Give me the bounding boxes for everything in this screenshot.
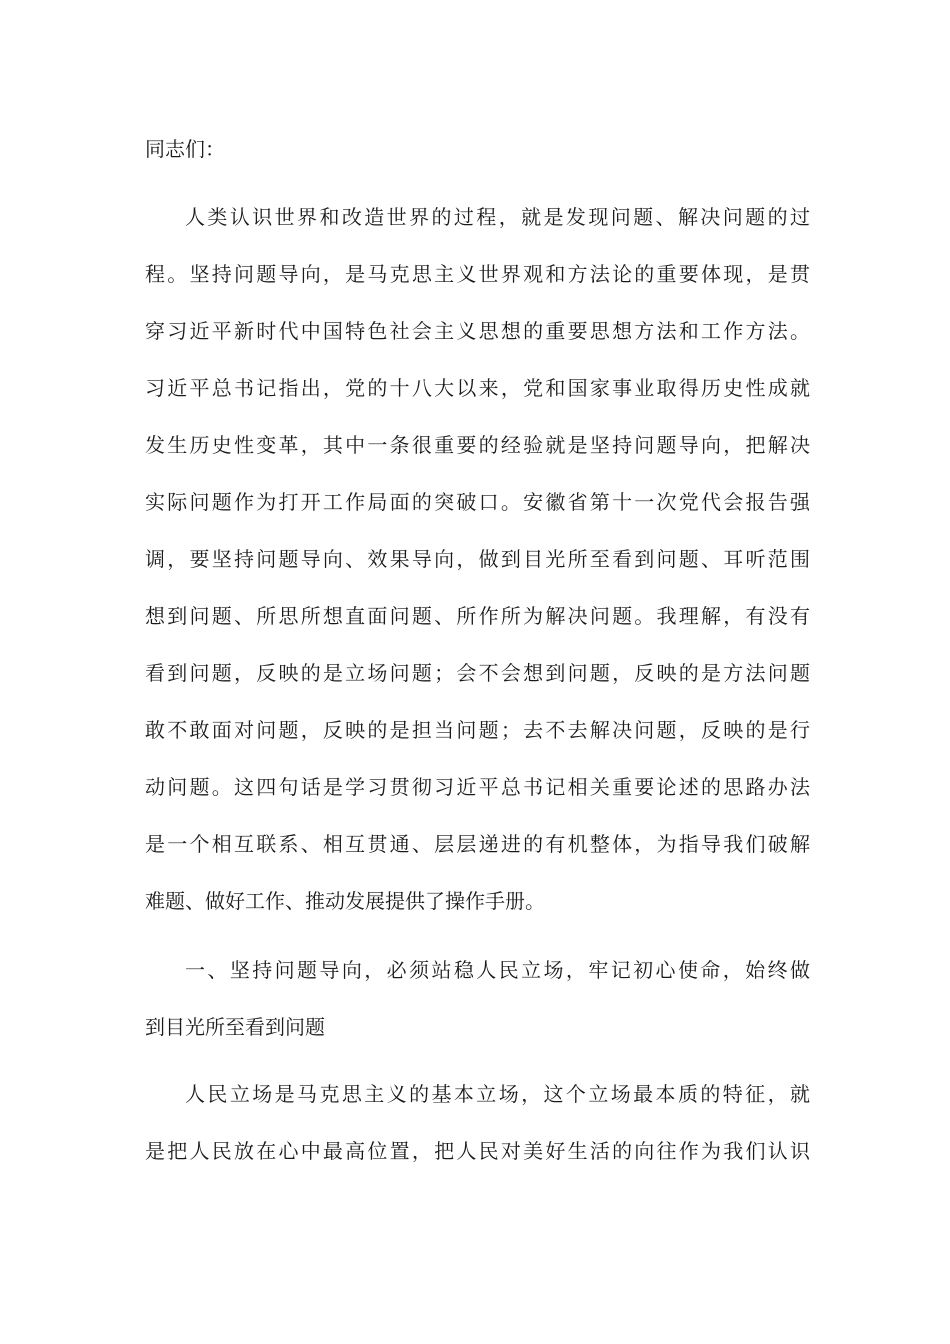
paragraph-line: 习近平总书记指出，党的十八大以来，党和国家事业取得历史性成就 (145, 376, 810, 400)
paragraph-line: 穿习近平新时代中国特色社会主义思想的重要思想方法和工作方法。 (145, 319, 810, 343)
greeting: 同志们： (145, 137, 225, 161)
paragraph-line: 难题、做好工作、推动发展提供了操作手册。 (145, 889, 545, 913)
paragraph-line: 想到问题、所思所想直面问题、所作所为解决问题。我理解，有没有 (145, 604, 810, 628)
section-heading-line: 到目光所至看到问题 (145, 1015, 325, 1039)
paragraph-line: 敢不敢面对问题，反映的是担当问题；去不去解决问题，反映的是行 (145, 718, 810, 742)
paragraph-line: 程。坚持问题导向，是马克思主义世界观和方法论的重要体现，是贯 (145, 262, 810, 286)
paragraph-line: 是把人民放在心中最高位置，把人民对美好生活的向往作为我们认识 (145, 1139, 810, 1163)
paragraph-line: 看到问题，反映的是立场问题；会不会想到问题，反映的是方法问题 (145, 661, 810, 685)
paragraph-line: 人类认识世界和改造世界的过程，就是发现问题、解决问题的过 (185, 205, 810, 229)
paragraph-line: 人民立场是马克思主义的基本立场，这个立场最本质的特征，就 (185, 1082, 810, 1106)
paragraph-line: 动问题。这四句话是学习贯彻习近平总书记相关重要论述的思路办法 (145, 775, 810, 799)
section-heading-line: 一、坚持问题导向，必须站稳人民立场，牢记初心使命，始终做 (185, 958, 810, 982)
paragraph-line: 是一个相互联系、相互贯通、层层递进的有机整体，为指导我们破解 (145, 832, 810, 856)
paragraph-line: 发生历史性变革，其中一条很重要的经验就是坚持问题导向，把解决 (145, 433, 810, 457)
paragraph-line: 调，要坚持问题导向、效果导向，做到目光所至看到问题、耳听范围 (145, 547, 810, 571)
paragraph-line: 实际问题作为打开工作局面的突破口。安徽省第十一次党代会报告强 (145, 490, 810, 514)
